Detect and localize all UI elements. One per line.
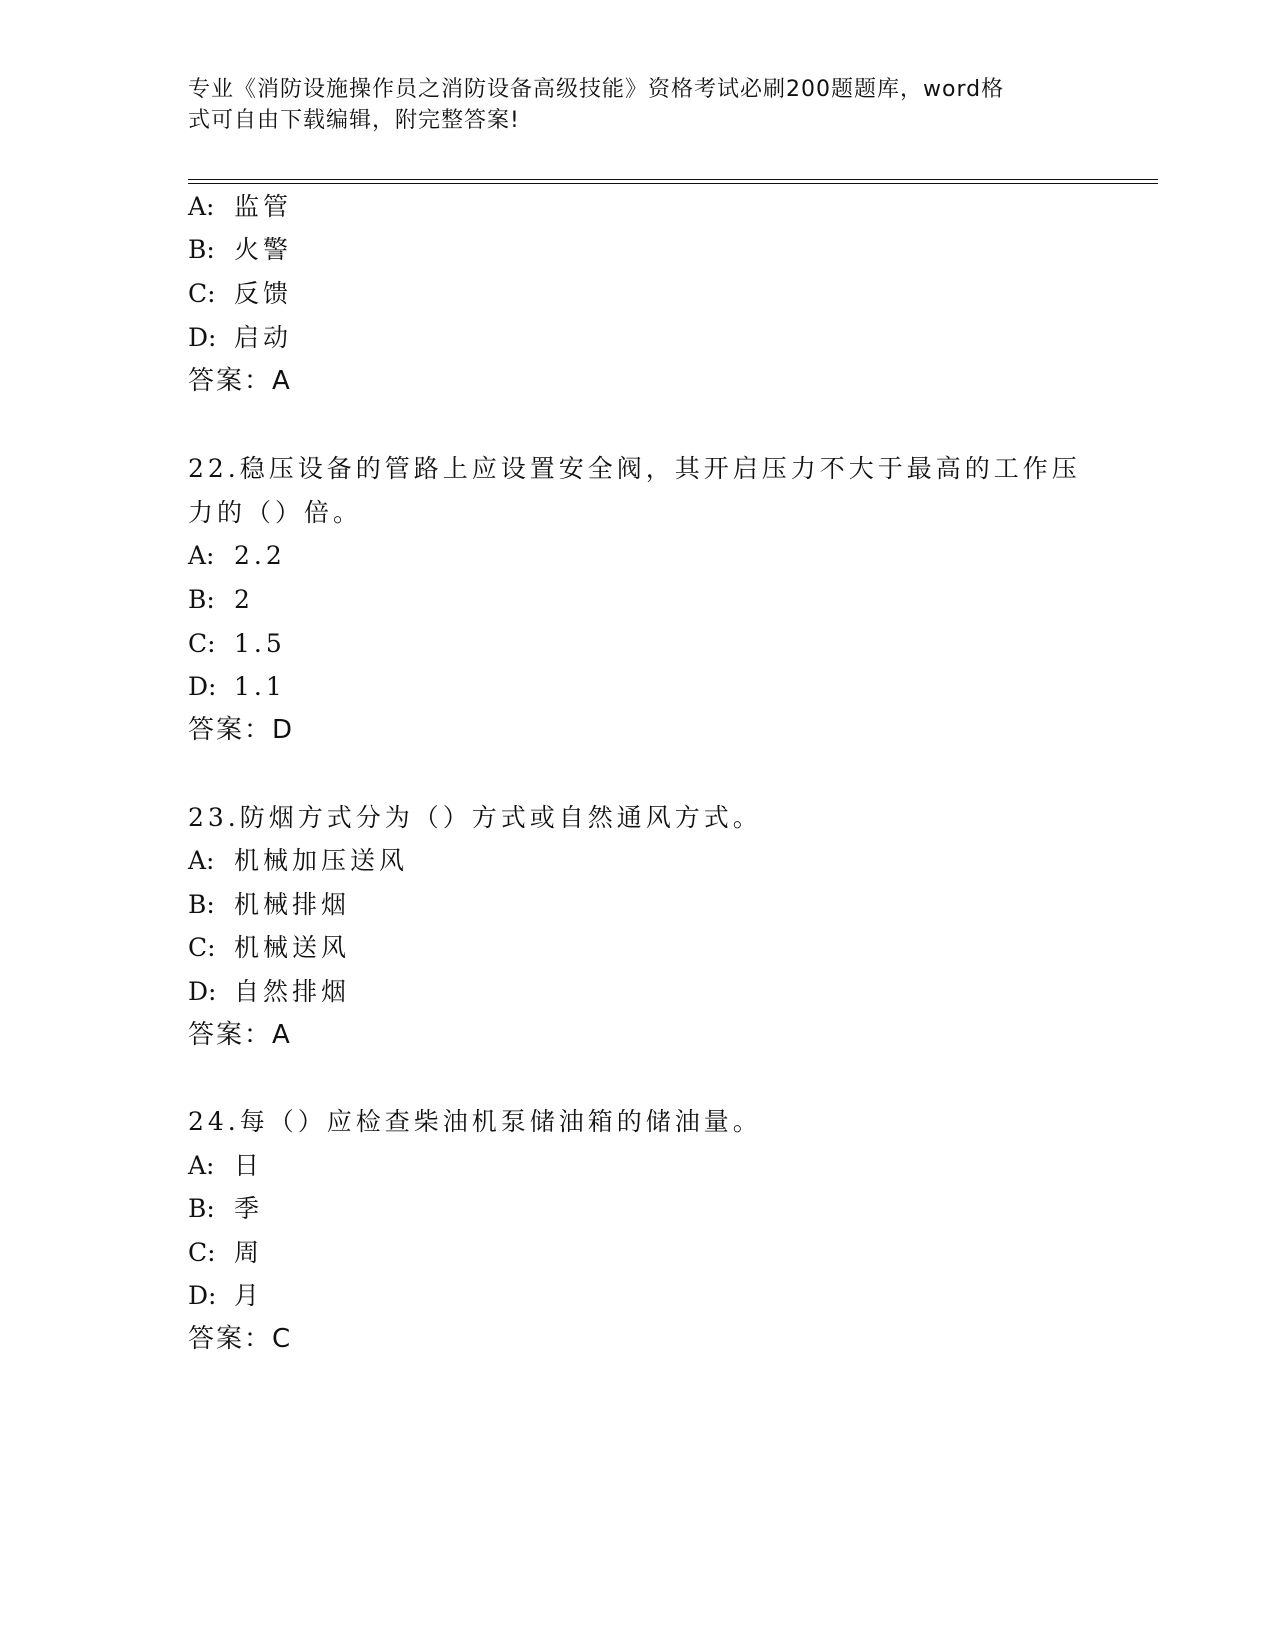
document-header [188, 74, 1068, 136]
q24-option-c: C: 周 [188, 1238, 264, 1267]
header-divider-top [188, 179, 1158, 180]
header-divider-bottom [188, 183, 1158, 184]
q23-stem-line-1: 23.防烟方式分为（）方式或自然通风方式。 [188, 803, 762, 832]
q24-option-a: A: 日 [188, 1151, 264, 1180]
q24-stem-line-1: 24.每（）应检查柴油机泵储油箱的储油量。 [188, 1107, 762, 1136]
q24-answer: 答案：C [188, 1324, 293, 1354]
q21-option-d: D: 启动 [188, 323, 293, 352]
q22-option-b: B: 2 [188, 585, 254, 614]
q22-stem-line-2: 力的（）倍。 [188, 498, 363, 527]
q23-option-c: C: 机械送风 [188, 933, 351, 962]
header-line-2: 式可自由下载编辑，附完整答案! [188, 108, 520, 133]
q22-option-d: D: 1.1 [188, 672, 286, 701]
q23-option-b: B: 机械排烟 [188, 890, 351, 919]
q22-answer: 答案：D [188, 715, 295, 745]
q21-option-c: C: 反馈 [188, 279, 293, 308]
q23-option-a: A: 机械加压送风 [188, 846, 409, 875]
q23-answer: 答案：A [188, 1020, 292, 1050]
q23-option-d: D: 自然排烟 [188, 977, 351, 1006]
q22-stem-line-1: 22.稳压设备的管路上应设置安全阀，其开启压力不大于最高的工作压 [188, 454, 1081, 483]
q21-answer: 答案：A [188, 366, 292, 396]
q22-option-c: C: 1.5 [188, 629, 286, 658]
q21-option-a: A: 监管 [188, 192, 293, 221]
header-line-1: 专业《消防设施操作员之消防设备高级技能》资格考试必刷200题题库，word格 [188, 77, 1005, 102]
q21-option-b: B: 火警 [188, 235, 293, 264]
q22-option-a: A: 2.2 [188, 541, 286, 570]
q24-option-b: B: 季 [188, 1194, 264, 1223]
q24-option-d: D: 月 [188, 1281, 264, 1310]
